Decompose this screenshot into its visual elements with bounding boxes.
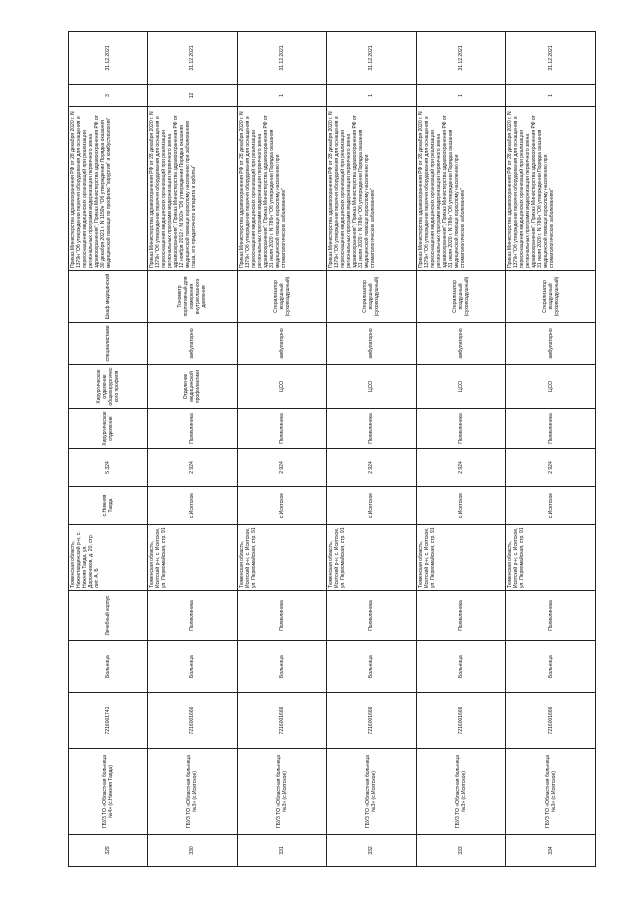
structure-unit-cell: Поликлиника [237,591,327,641]
department-cell: ЦСО [237,365,327,409]
date-cell: 31.12.2021 [148,32,238,85]
organization-name-cell: ГБУЗ ТО «Областная больница №3» (с.Исетское) [327,749,417,835]
quantity-cell: 1 [416,85,506,107]
quantity-cell: 12 [148,85,238,107]
structure-unit-cell: Поликлиника [148,591,238,641]
equipment-name-cell: Шкаф медицинский [69,271,148,323]
department-cell: Отделение медицинской профилактики [148,365,238,409]
structure-unit-cell: Поликлиника [506,591,596,641]
facility-type-cell: Больница [69,641,148,693]
date-cell: 31.12.2021 [237,32,327,85]
department-cell: ЦСО [416,365,506,409]
regulatory-orders-cell: Приказ Министерства здравоохранения РФ от 28 декабря 2020 г. N 1379н "Об утверждении перечня оборудования для оснащения и переоснащения медицинских организаций при реализации региональных программ модернизации первичного звена здравоохранения"; Приказ Министерства здравоохранения РФ от 31 июля 2020 г. N 786н "Об утверждении Порядка оказания медицинской помощи взрослому населению при стоматологических заболеваниях" [416,107,506,271]
locality-cell: с.Исетское [237,487,327,525]
date-cell: 31.12.2021 [506,32,596,85]
department-type-cell: Поликлиника [327,409,417,449]
code-cell: 2 924 [237,449,327,487]
code-cell: 2 924 [327,449,417,487]
equipment-name-cell: Стерилизатор воздушный (суховоздушный) [416,271,506,323]
regulatory-orders-cell: Приказ Министерства здравоохранения РФ от 28 декабря 2020 г. N 1379н "Об утверждении перечня оборудования для оснащения и переоснащения медицинских организаций при реализации региональных программ модернизации первичного звена здравоохранения"; Приказ Министерства здравоохранения РФ от 31 июля 2020 г. N 786н "Об утверждении Порядка оказания медицинской помощи взрослому населению при стоматологических заболеваниях" [327,107,417,271]
structure-unit-cell: Поликлиника [327,591,417,641]
department-type-cell: Поликлиника [237,409,327,449]
address-cell: Тюменская область, Исетский р-н, с. Исетское, ул. Первомайская, стр. 91 [416,525,506,591]
organization-name-cell: ГБУЗ ТО «Областная больница №4» (с.Нижняя Тавда) [69,749,148,835]
rotated-table-sheet [68,32,596,867]
department-type-cell: Поликлиника [416,409,506,449]
department-cell: Хирургическое отделение общехирургического профиля [69,365,148,409]
department-cell: ЦСО [327,365,417,409]
department-cell: ЦСО [506,365,596,409]
quantity-cell: 1 [506,85,596,107]
regulatory-orders-cell: Приказ Министерства здравоохранения РФ от 28 декабря 2020 г. N 1379н "Об утверждении перечня оборудования для оснащения и переоснащения медицинских организаций при реализации региональных программ модернизации первичного звена здравоохранения"; Приказ Министерства здравоохранения РФ от 30 декабря 2021 г. N 1159н "Об утверждении Порядка оказания медицинской помощи по профилю "хирургия" и комбустиология" [69,107,148,271]
quantity-cell: 1 [327,85,417,107]
structure-unit-cell: Поликлиника [416,591,506,641]
inn-code-cell: 7216001666 [327,693,417,749]
structure-unit-cell: Лечебный корпус [69,591,148,641]
code-cell: 2 924 [416,449,506,487]
quantity-cell: 1 [237,85,327,107]
inn-code-cell: 7216001666 [148,693,238,749]
facility-type-cell: Больница [148,641,238,693]
code-cell: 5 324 [69,449,148,487]
inn-code-cell: 7216001666 [416,693,506,749]
organization-name-cell: ГБУЗ ТО «Областная больница №3» (с.Исетское) [148,749,238,835]
locality-cell: с.Нижняя Тавда [69,487,148,525]
quantity-cell: 3 [69,85,148,107]
inn-code-cell: 7216001666 [237,693,327,749]
address-cell: Тюменская область, Исетский р-н, с. Исетское, ул. Первомайская, стр. 91 [327,525,417,591]
equipment-name-cell: Тонометр портативный для измерения внутриглазного давления [148,271,238,323]
table-row [506,32,596,867]
locality-cell: с.Исетское [506,487,596,525]
code-cell: 2 924 [506,449,596,487]
locality-cell: с.Исетское [148,487,238,525]
department-type-cell: Поликлиника [148,409,238,449]
department-type-cell: Поликлиника [506,409,596,449]
table-row [416,32,506,867]
address-cell: Тюменская область, Исетский р-н, с. Исетское, ул. Первомайская, стр. 91 [506,525,596,591]
row-number-cell: 331 [237,835,327,867]
equipment-table [68,31,596,867]
date-cell: 31.12.2021 [69,32,148,85]
row-number-cell: 330 [148,835,238,867]
locality-cell: с.Исетское [416,487,506,525]
table-row [69,32,148,867]
inn-code-cell: 7216001666 [506,693,596,749]
locality-cell: с.Исетское [327,487,417,525]
date-cell: 31.12.2021 [327,32,417,85]
organization-name-cell: ГБУЗ ТО «Областная больница №3» (с.Исетское) [416,749,506,835]
table-row [327,32,417,867]
table-row [237,32,327,867]
care-mode-cell: амбулаторно [506,323,596,365]
code-cell: 2 924 [148,449,238,487]
row-number-cell: 334 [506,835,596,867]
table-row [148,32,238,867]
care-mode-cell: амбулаторно [148,323,238,365]
organization-name-cell: ГБУЗ ТО «Областная больница №3» (с.Исетское) [506,749,596,835]
organization-name-cell: ГБУЗ ТО «Областная больница №3» (с.Исетское) [237,749,327,835]
care-mode-cell: амбулаторно [327,323,417,365]
row-number-cell: 333 [416,835,506,867]
regulatory-orders-cell: Приказ Министерства здравоохранения РФ от 28 декабря 2020 г. N 1379н "Об утверждении перечня оборудования для оснащения и переоснащения медицинских организаций при реализации региональных программ модернизации первичного звена здравоохранения"; Приказ Министерства здравоохранения РФ от 31 июля 2020 г. N 786н "Об утверждении Порядка оказания медицинской помощи взрослому населению при стоматологических заболеваниях" [506,107,596,271]
regulatory-orders-cell: Приказ Министерства здравоохранения РФ от 28 декабря 2020 г. N 1379н "Об утверждении перечня оборудования для оснащения и переоснащения медицинских организаций при реализации региональных программ модернизации первичного звена здравоохранения"; Приказ Министерства здравоохранения РФ от 12 ноября 2012 г. N 902н "Об утверждении Порядка оказания медицинской помощи взрослому населению при заболеваниях глаза, его придаточного аппарата и орбиты" [148,107,238,271]
equipment-name-cell: Стерилизатор воздушный (суховоздушный) [506,271,596,323]
facility-type-cell: Больница [416,641,506,693]
facility-type-cell: Больница [237,641,327,693]
facility-type-cell: Больница [506,641,596,693]
date-cell: 31.12.2021 [416,32,506,85]
facility-type-cell: Больница [327,641,417,693]
care-mode-cell: амбулаторно [237,323,327,365]
address-cell: Тюменская область, Нижнетавдинский р-н, с. Нижняя Тавда, ул. Дорожников, д. 20, стр. лит. А, Б [69,525,148,591]
row-number-cell: 332 [327,835,417,867]
row-number-cell: 329 [69,835,148,867]
department-type-cell: Хирургическое отделение [69,409,148,449]
equipment-name-cell: Стерилизатор воздушный (суховоздушный) [327,271,417,323]
care-mode-cell: специалистами [69,323,148,365]
address-cell: Тюменская область, Исетский р-н, с. Исетское, ул. Первомайская, стр. 91 [237,525,327,591]
address-cell: Тюменская область, Исетский р-н, с. Исетское, ул. Первомайская, стр. 91 [148,525,238,591]
regulatory-orders-cell: Приказ Министерства здравоохранения РФ от 28 декабря 2020 г. N 1379н "Об утверждении перечня оборудования для оснащения и переоснащения медицинских организаций при реализации региональных программ модернизации первичного звена здравоохранения"; Приказ Министерства здравоохранения РФ от 31 июля 2020 г. N 786н "Об утверждении Порядка оказания медицинской помощи взрослому населению при стоматологических заболеваниях" [237,107,327,271]
care-mode-cell: амбулаторно [416,323,506,365]
inn-code-cell: 7216001741 [69,693,148,749]
equipment-name-cell: Стерилизатор воздушный (суховоздушный) [237,271,327,323]
